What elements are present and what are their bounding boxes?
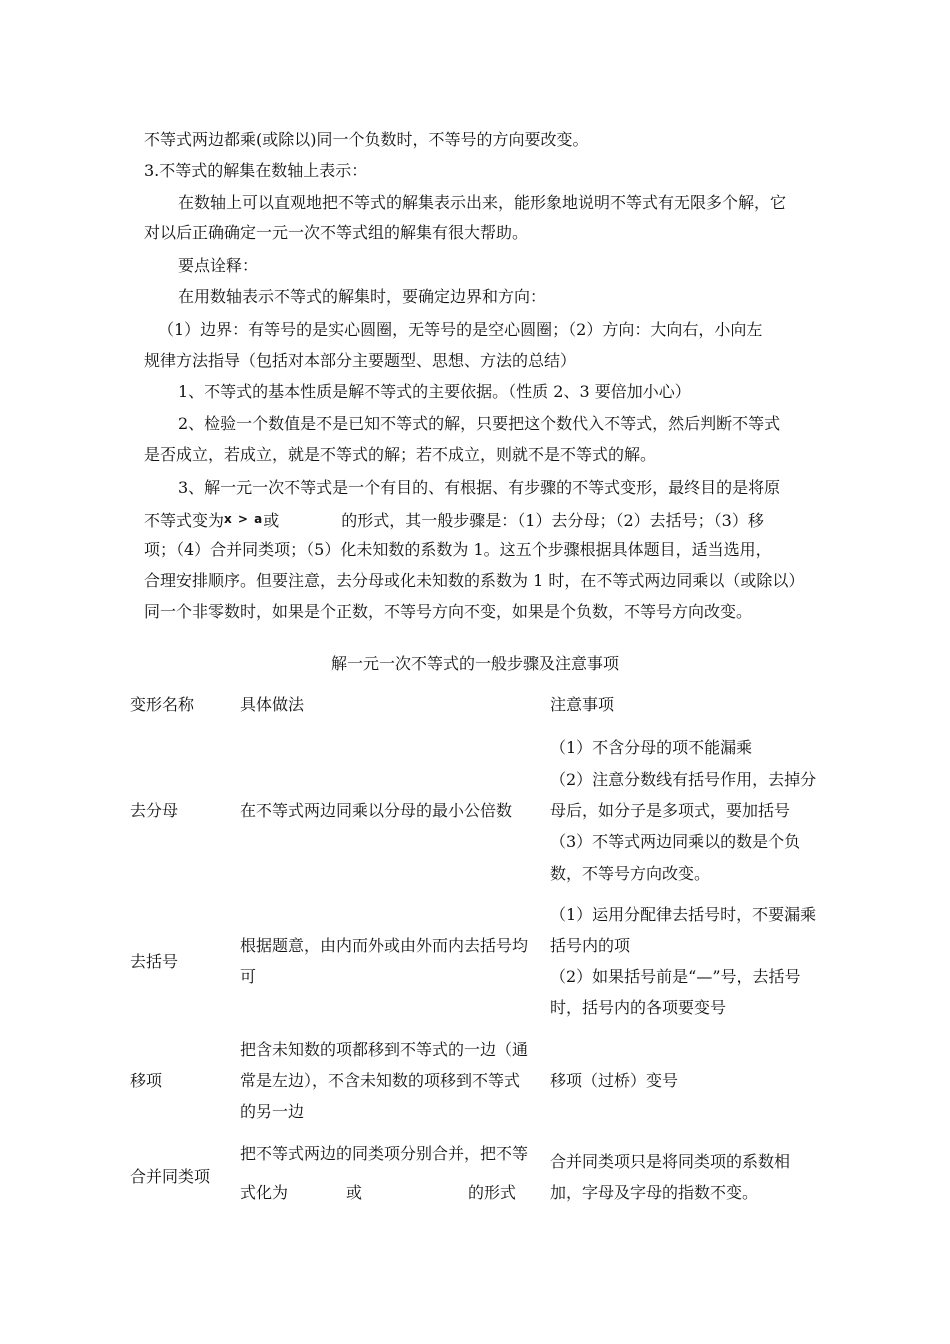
paragraph-line: 合理安排顺序。但要注意，去分母或化未知数的系数为 1 时，在不等式两边同乘以（或除以）	[144, 571, 805, 590]
text-fragment: 的形式，其一般步骤是：（1）去分母；（2）去括号；（3）移	[341, 511, 764, 530]
table-row-note: 合并同类项只是将同类项的系数相	[550, 1152, 791, 1171]
paragraph-line: 对以后正确确定一元一次不等式组的解集有很大帮助。	[144, 223, 529, 242]
table-row-note: 加，字母及字母的指数不变。	[550, 1183, 759, 1202]
table-header-name: 变形名称	[130, 695, 195, 714]
table-row-method: 把含未知数的项都移到不等式的一边（通	[240, 1040, 529, 1059]
table-row-note: 数，不等号方向改变。	[550, 864, 711, 883]
table-row-note: （1）不含分母的项不能漏乘	[550, 738, 753, 757]
paragraph-line: 同一个非零数时，如果是个正数，不等号方向不变，如果是个负数，不等号方向改变。	[144, 602, 753, 621]
table-row-name: 合并同类项	[130, 1167, 211, 1186]
table-row-note: 母后，如分子是多项式，要加括号	[550, 801, 791, 820]
table-row-note: 括号内的项	[550, 936, 631, 955]
paragraph-line: 在用数轴表示不等式的解集时，要确定边界和方向：	[178, 287, 547, 306]
table-row-method: 根据题意，由内而外或由外而内去括号均	[240, 936, 529, 955]
section-heading: 3.不等式的解集在数轴上表示：	[144, 161, 368, 180]
table-row-name: 移项	[130, 1071, 163, 1090]
section-heading: 规律方法指导（包括对本部分主要题型、思想、方法的总结）	[144, 351, 577, 370]
table-row-method: 的另一边	[240, 1102, 305, 1121]
inequality-image: x > a	[224, 512, 264, 526]
table-row-method: 把不等式两边的同类项分别合并，把不等	[240, 1144, 529, 1163]
table-row-name: 去括号	[130, 952, 179, 971]
paragraph-line: 在数轴上可以直观地把不等式的解集表示出来，能形象地说明不等式有无限多个解，它	[178, 193, 787, 212]
table-row-note: （2）注意分数线有括号作用，去掉分	[550, 770, 817, 789]
table-title: 解一元一次不等式的一般步骤及注意事项	[330, 654, 619, 673]
paragraph-line: 项；（4）合并同类项；（5）化未知数的系数为 1。这五个步骤根据具体题目，适当选用，	[144, 540, 772, 559]
table-row-name: 去分母	[130, 801, 179, 820]
paragraph-line: （1）边界：有等号的是实心圆圈，无等号的是空心圆圈；（2）方向：大向右，小向左	[158, 320, 763, 339]
text-fragment: 或	[346, 1183, 363, 1202]
text-fragment: 的形式	[468, 1183, 517, 1202]
table-row-note: （3）不等式两边同乘以的数是个负	[550, 832, 801, 851]
table-header-notes: 注意事项	[550, 695, 615, 714]
paragraph-line: 3、解一元一次不等式是一个有目的、有根据、有步骤的不等式变形，最终目的是将原	[178, 478, 781, 497]
table-header-method: 具体做法	[240, 695, 305, 714]
text-fragment: 不等式变为	[144, 511, 225, 530]
table-row-note: 移项（过桥）变号	[550, 1071, 679, 1090]
paragraph-line: 要点诠释：	[178, 256, 259, 275]
table-row-method	[240, 1183, 516, 1203]
table-row-method: 可	[240, 967, 257, 986]
table-row-method: 常是左边），不含未知数的项移到不等式	[240, 1071, 521, 1090]
paragraph-line: 是否成立，若成立，就是不等式的解；若不成立，则就不是不等式的解。	[144, 445, 657, 464]
paragraph-line: 1、不等式的基本性质是解不等式的主要依据。（性质 2、3 要倍加小心）	[178, 382, 691, 401]
table-row-note: 时，括号内的各项要变号	[550, 998, 727, 1017]
paragraph-line: 不等式两边都乘(或除以)同一个负数时，不等号的方向要改变。	[144, 130, 589, 149]
text-fragment: 或	[263, 511, 280, 530]
paragraph-line: 2、检验一个数值是不是已知不等式的解，只要把这个数代入不等式，然后判断不等式	[178, 414, 781, 433]
table-row-method: 在不等式两边同乘以分母的最小公倍数	[240, 801, 513, 820]
paragraph-line	[144, 509, 764, 531]
text-fragment: 式化为	[240, 1183, 289, 1202]
table-row-note: （1）运用分配律去括号时，不要漏乘	[550, 905, 817, 924]
table-row-note: （2）如果括号前是“—”号，去括号	[550, 967, 801, 986]
